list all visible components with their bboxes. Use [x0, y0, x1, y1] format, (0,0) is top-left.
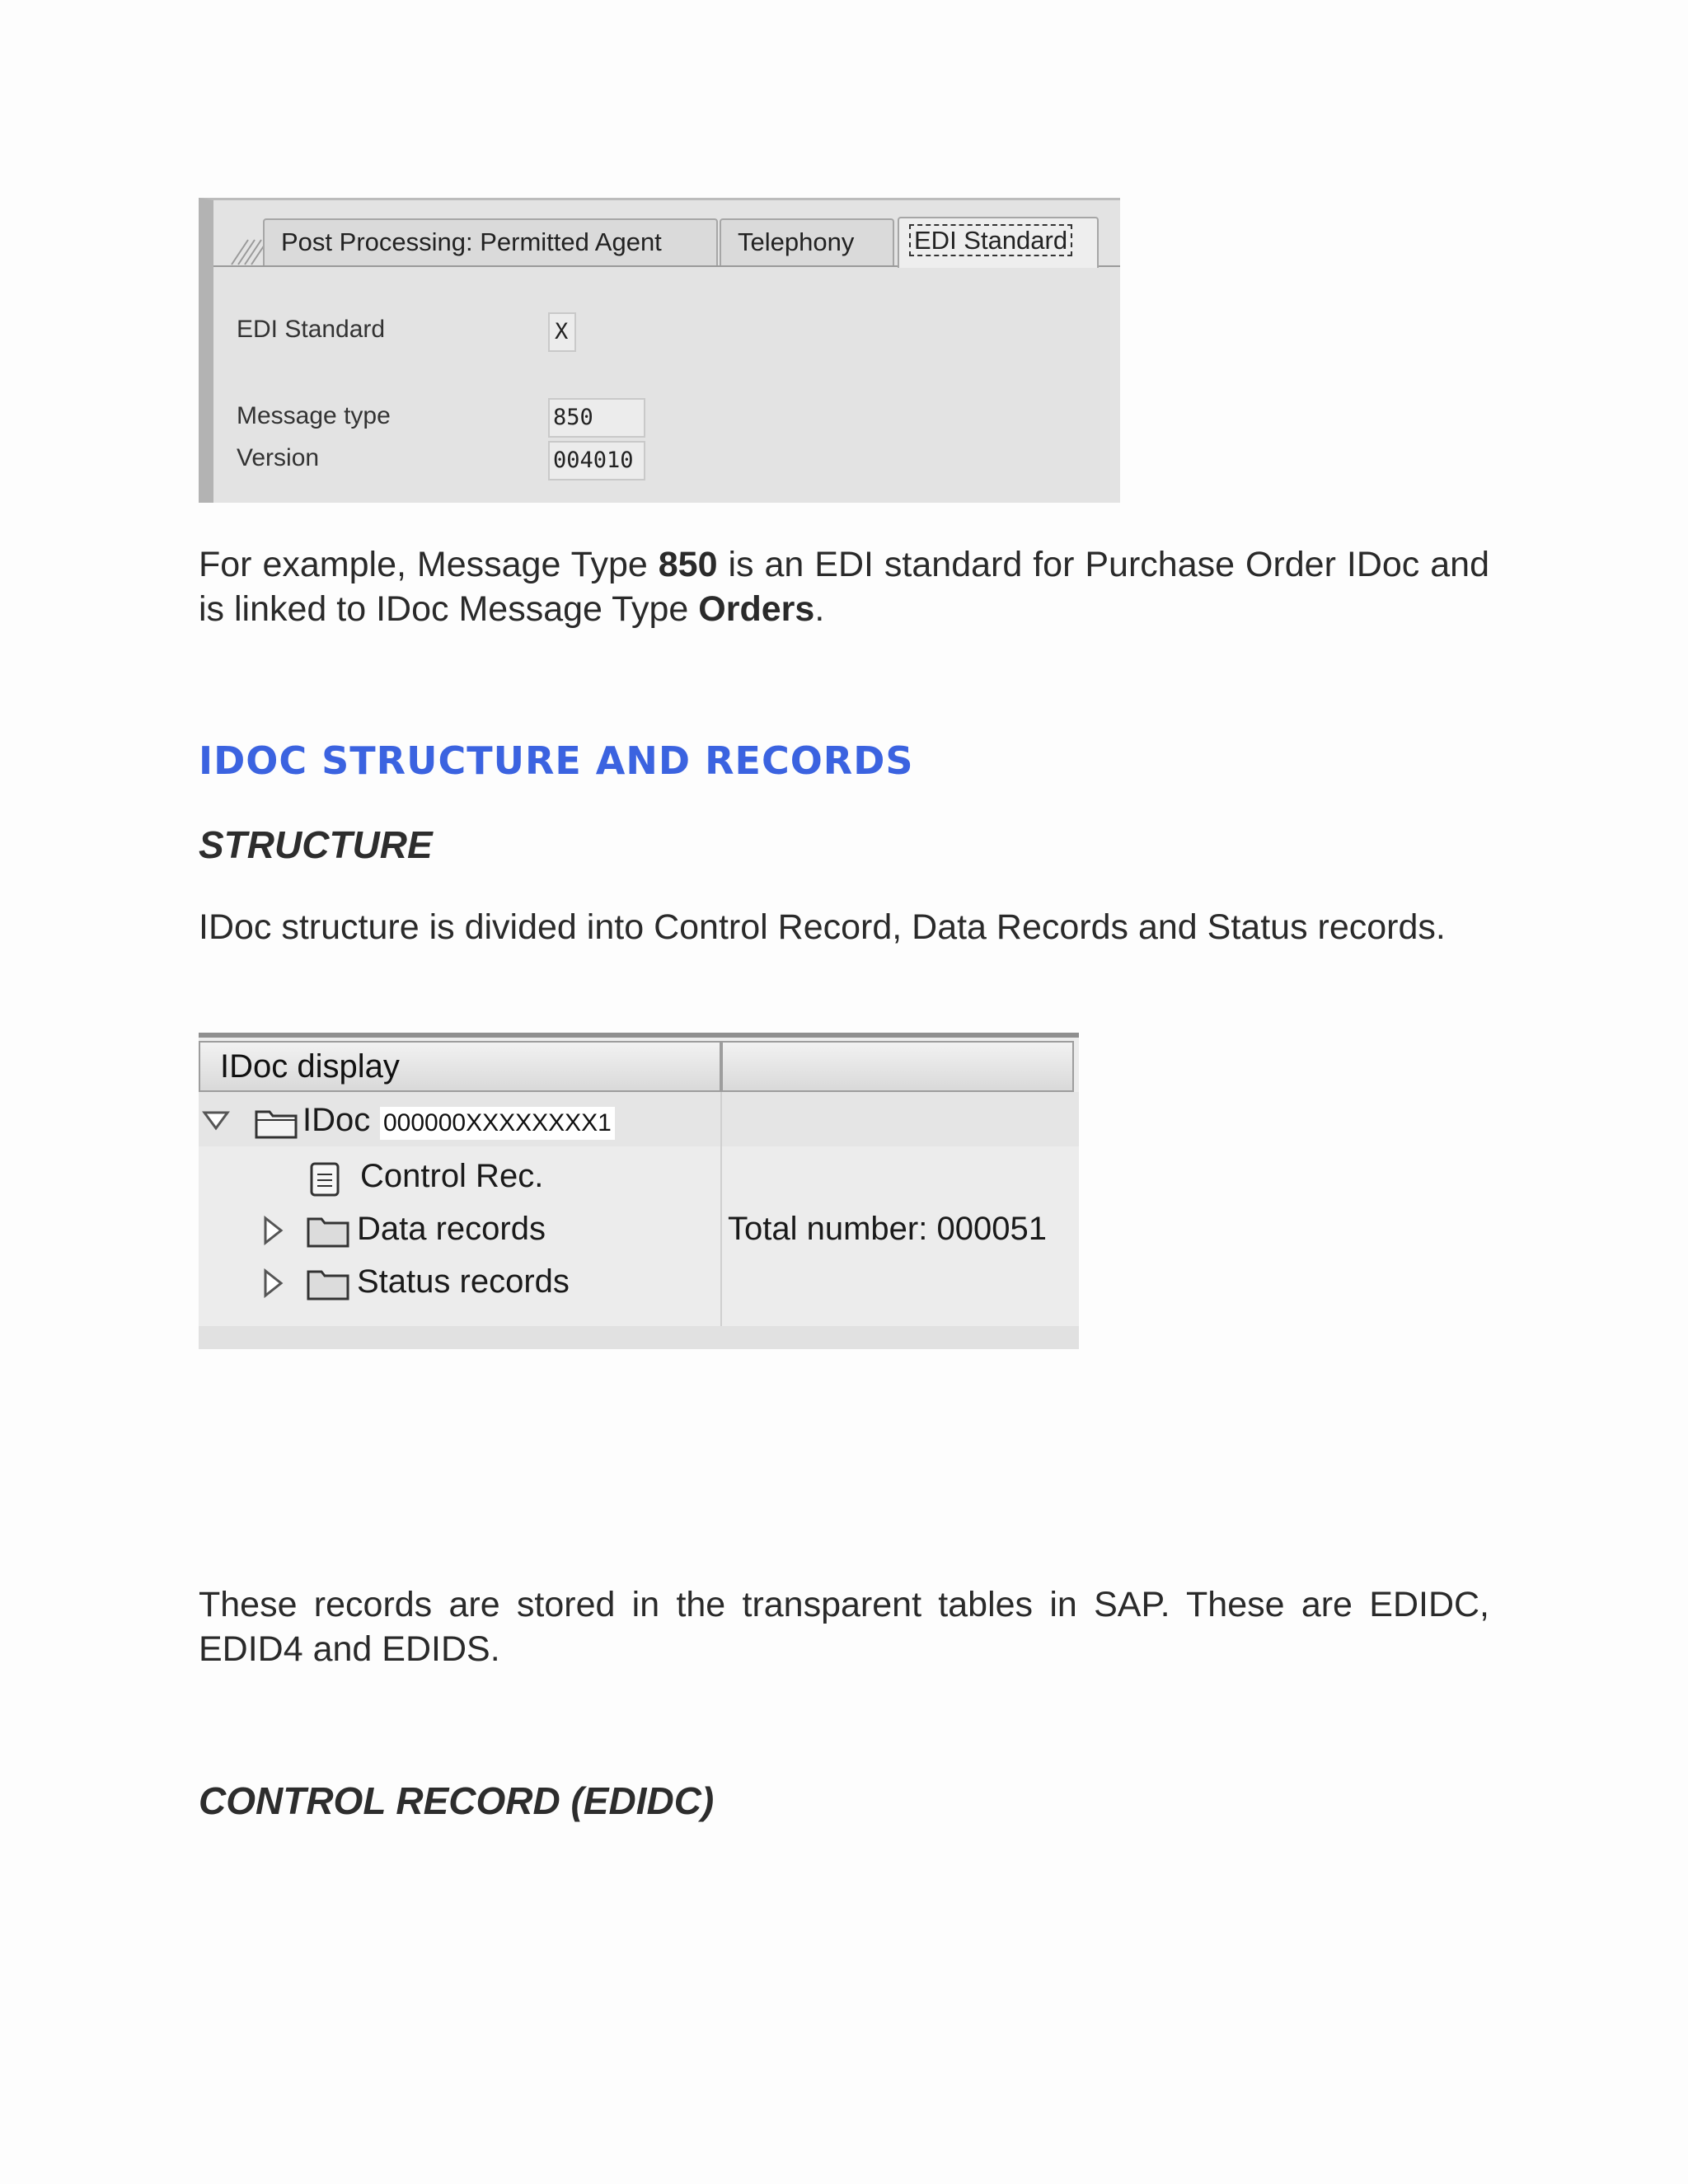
tab-label: Post Processing: Permitted Agent [281, 227, 662, 256]
para-text: . [814, 589, 825, 629]
idoc-display-header: IDoc display [199, 1041, 721, 1092]
para-bold-850: 850 [658, 545, 718, 584]
para-text: For example, Message Type [199, 545, 659, 584]
total-number: Total number: 000051 [728, 1211, 1047, 1247]
data-records-item[interactable]: Data records [357, 1211, 546, 1247]
paragraph-message-type [199, 542, 1489, 631]
control-rec-item[interactable]: Control Rec. [360, 1158, 544, 1194]
tab-label: EDI Standard [909, 224, 1072, 256]
tab-edi-standard[interactable] [898, 217, 1099, 268]
tab-label: Telephony [738, 227, 855, 256]
idoc-number: 000000XXXXXXXX1 [380, 1107, 615, 1140]
tab-telephony[interactable] [720, 218, 894, 266]
paragraph-structure: IDoc structure is divided into Control Record, Data Records and Status records. [199, 907, 1446, 947]
tab-post-processing[interactable] [263, 218, 718, 266]
edi-standard-screenshot [199, 198, 1120, 503]
triangle-right-icon[interactable] [263, 1268, 284, 1298]
structure-heading: STRUCTURE [199, 823, 433, 866]
column-divider [720, 1092, 722, 1349]
para-bold-orders: Orders [698, 589, 815, 629]
edi-standard-label: EDI Standard [237, 316, 386, 343]
control-record-heading: CONTROL RECORD (EDIDC) [199, 1779, 715, 1822]
open-folder-icon [253, 1104, 299, 1140]
folder-icon [306, 1265, 350, 1301]
idoc-display-screenshot [199, 1033, 1079, 1349]
message-type-field[interactable]: 850 [548, 398, 645, 438]
idoc-root-label[interactable]: IDoc [302, 1102, 371, 1138]
paragraph-tables: These records are stored in the transparent tables in SAP. These are EDIDC, EDID4 and EDIDS. [199, 1585, 1489, 1669]
triangle-right-icon[interactable] [263, 1216, 284, 1245]
message-type-label: Message type [237, 402, 391, 429]
section-heading: IDOC STRUCTURE AND RECORDS [199, 738, 914, 783]
value-column-header [721, 1041, 1074, 1092]
para-text: is an EDI standard for Purchase Order IDoc and is linked to IDoc Message Type [199, 545, 1489, 629]
tab-strip [213, 200, 1120, 266]
status-records-item[interactable]: Status records [357, 1263, 570, 1300]
version-label: Version [237, 444, 320, 471]
version-field[interactable]: 004010 [548, 441, 645, 480]
folder-icon [306, 1212, 350, 1249]
triangle-down-icon[interactable] [202, 1110, 230, 1132]
document-icon [309, 1161, 342, 1199]
bottom-row [199, 1326, 1079, 1349]
edi-standard-field[interactable]: X [548, 312, 576, 352]
